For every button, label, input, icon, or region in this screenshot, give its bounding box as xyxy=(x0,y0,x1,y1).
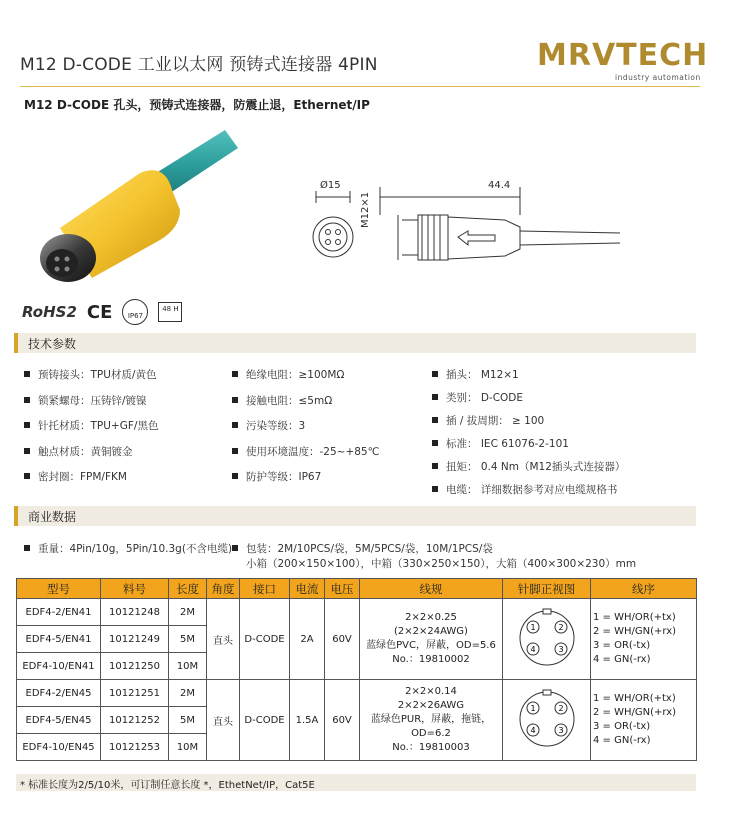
svg-text:1: 1 xyxy=(529,622,536,632)
product-table-wrap xyxy=(16,578,696,761)
length-label: 44.4 xyxy=(488,180,511,191)
length-cell: 2M xyxy=(169,680,207,707)
spec-item: 触点材质：黄铜镀金 xyxy=(24,444,158,470)
interface-cell: D-CODE xyxy=(240,599,290,680)
spec-item: 锁紧螺母：压铸锌/镀镍 xyxy=(24,393,158,419)
cable-cell: 2×2×0.25 (2×2×24AWG) 蓝绿色PVC，屏蔽，OD=5.6 No.：19810002 xyxy=(360,599,503,680)
length-cell: 10M xyxy=(169,653,207,680)
part-number-cell: 10121248 xyxy=(101,599,169,626)
col-header: 线序 xyxy=(591,579,697,599)
wiring-cell: 1 = WH/OR(+tx) 2 = WH/GN(+rx) 3 = OR(-tx) 4 = GN(-rx) xyxy=(591,599,697,680)
spec-item: 插头： M12×1 xyxy=(432,367,625,390)
col-header: 角度 xyxy=(207,579,240,599)
socket-face-shape xyxy=(46,249,78,277)
part-number-cell: 10121251 xyxy=(101,680,169,707)
col-header: 型号 xyxy=(17,579,101,599)
ce-icon: CE xyxy=(86,301,113,323)
svg-text:3: 3 xyxy=(557,725,564,735)
product-photo xyxy=(20,118,250,293)
model-cell: EDF4-10/EN45 xyxy=(17,734,101,761)
spec-col-1 xyxy=(24,367,158,495)
section-business: 商业数据 xyxy=(14,506,696,526)
spec-item: 扭矩： 0.4 Nm（M12插头式连接器） xyxy=(432,459,625,482)
pin-view-cell xyxy=(503,599,591,680)
spec-item: 预铸接头：TPU材质/黄色 xyxy=(24,367,158,393)
spec-item: 电缆： 详细数据参考对应电缆规格书 xyxy=(432,482,625,505)
col-header: 料号 xyxy=(101,579,169,599)
model-cell: EDF4-10/EN41 xyxy=(17,653,101,680)
spec-item: 污染等级：3 xyxy=(232,418,379,444)
spec-item: 标准： IEC 61076-2-101 xyxy=(432,436,625,459)
table-row xyxy=(17,680,697,707)
model-cell: EDF4-2/EN45 xyxy=(17,680,101,707)
svg-text:3: 3 xyxy=(557,644,564,654)
spec-col-2 xyxy=(232,367,379,495)
svg-text:1: 1 xyxy=(529,703,536,713)
spec-item: 密封圈：FPM/FKM xyxy=(24,469,158,495)
section-tech: 技术参数 xyxy=(14,333,696,353)
pin-view-cell xyxy=(503,680,591,761)
part-number-cell: 10121249 xyxy=(101,626,169,653)
product-subtitle: M12 D-CODE 孔头，预铸式连接器，防震止退，Ethernet/IP xyxy=(24,98,370,112)
col-header: 接口 xyxy=(240,579,290,599)
voltage-cell: 60V xyxy=(325,680,360,761)
model-cell: EDF4-5/EN41 xyxy=(17,626,101,653)
wiring-cell: 1 = WH/OR(+tx) 2 = WH/GN(+rx) 3 = OR(-tx) 4 = GN(-rx) xyxy=(591,680,697,761)
angle-cell: 直头 xyxy=(207,680,240,761)
angle-cell: 直头 xyxy=(207,599,240,680)
length-cell: 2M xyxy=(169,599,207,626)
package-info: 包装：2M/10PCS/袋，5M/5PCS/袋，10M/1PCS/袋 xyxy=(232,541,493,556)
col-header: 电流 xyxy=(290,579,325,599)
interface-cell: D-CODE xyxy=(240,680,290,761)
part-number-cell: 10121250 xyxy=(101,653,169,680)
current-cell: 1.5A xyxy=(290,680,325,761)
pin-diagram-icon xyxy=(517,608,577,668)
weight-info: 重量：4Pin/10g，5Pin/10.3g(不含电缆) xyxy=(24,541,232,556)
length-cell: 5M xyxy=(169,626,207,653)
rohs-icon: RoHS2 xyxy=(22,303,77,321)
part-number-cell: 10121253 xyxy=(101,734,169,761)
length-cell: 10M xyxy=(169,734,207,761)
col-header: 长度 xyxy=(169,579,207,599)
table-row xyxy=(17,599,697,626)
brand-tagline: industry automation xyxy=(615,73,701,82)
col-header: 电压 xyxy=(325,579,360,599)
spec-item: 使用环境温度：-25~+85℃ xyxy=(232,444,379,470)
salt-spray-icon: 48 H xyxy=(158,302,182,322)
thread-label: M12×1 xyxy=(360,191,371,228)
cable-cell: 2×2×0.14 2×2×26AWG 蓝绿色PUR，屏蔽，拖链， OD=6.2 No.：19810003 xyxy=(360,680,503,761)
length-cell: 5M xyxy=(169,707,207,734)
box-info: 小箱（200×150×100），中箱（330×250×150），大箱（400×300×230）mm xyxy=(246,558,637,570)
page-title: M12 D-CODE 工业以太网 预铸式连接器 4PIN xyxy=(20,55,378,75)
spec-item: 防护等级：IP67 xyxy=(232,469,379,495)
ip67-icon: IP67 xyxy=(122,299,148,325)
part-number-cell: 10121252 xyxy=(101,707,169,734)
spec-item: 接触电阻：≤5mΩ xyxy=(232,393,379,419)
svg-text:2: 2 xyxy=(557,622,564,632)
col-header: 线规 xyxy=(360,579,503,599)
model-cell: EDF4-5/EN45 xyxy=(17,707,101,734)
svg-text:4: 4 xyxy=(529,644,536,654)
brand-logo: MRVTECH xyxy=(537,38,709,73)
current-cell: 2A xyxy=(290,599,325,680)
svg-text:4: 4 xyxy=(529,725,536,735)
spec-item: 插 / 拔周期： ≥ 100 xyxy=(432,413,625,436)
pin-diagram-icon xyxy=(517,689,577,749)
table-header-row xyxy=(17,579,697,599)
svg-text:2: 2 xyxy=(557,703,564,713)
model-cell: EDF4-2/EN41 xyxy=(17,599,101,626)
spec-item: 针托材质：TPU+GF/黑色 xyxy=(24,418,158,444)
col-header: 针脚正视图 xyxy=(503,579,591,599)
cert-row xyxy=(22,299,182,325)
diameter-label: Ø15 xyxy=(320,180,341,191)
spec-item: 绝缘电阻：≥100MΩ xyxy=(232,367,379,393)
voltage-cell: 60V xyxy=(325,599,360,680)
spec-item: 类别： D-CODE xyxy=(432,390,625,413)
footnote: * 标准长度为2/5/10米，可订制任意长度 *，EthetNet/IP，Cat5E xyxy=(16,774,696,791)
dimension-drawing xyxy=(300,175,630,270)
spec-col-3 xyxy=(432,367,625,505)
header-divider xyxy=(20,86,700,87)
product-table xyxy=(16,578,697,761)
